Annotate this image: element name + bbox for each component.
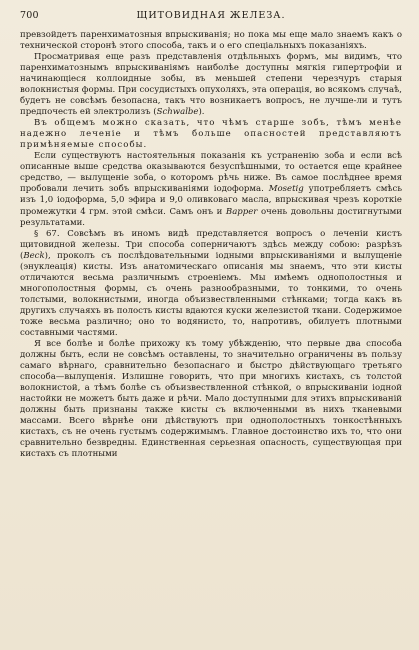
paragraph-enucleation (20, 339, 402, 460)
paragraph-forms-summary (20, 52, 402, 118)
paragraph-text: ), проколъ съ послѣдовательными іодными впрыскиваніями и вылущеніе (энуклеація) кисты. Изъ анатомическаго описанія мы знаемъ, что эти кисты отличаются весьма различнымъ строеніемъ. Мы имѣемъ однополостныя и многополостныя формы, съ очень разнообразными, то тонкими, то очень толстыми, волокнистыми, иногда объизвествленными стѣнками; тогда какъ въ другихъ случаяхъ въ полость кисты вдаются куски железистой ткани. Содержимое тоже весьма различно; оно то водянисто, то, напротивъ, обилуетъ плотными составными частями. (20, 250, 402, 338)
author-name: Mosetig (268, 184, 304, 195)
paragraph-text: употребляетъ смѣсь изъ 1,0 іодоформа, 5,0 эфира и 9,0 оливковаго масла, впрыскивая чрезъ короткіе промежутки 4 грм. этой смѣси. Самъ онъ и (20, 184, 402, 217)
paragraph-text: ). (198, 107, 205, 118)
page-header (20, 10, 402, 30)
running-title: ЩИТОВИДНАЯ ЖЕЛЕЗА. (136, 10, 286, 21)
paragraph-text: Я все болѣе и болѣе прихожу къ тому убѣжденію, что первые два способа должны быть, если не совсѣмъ оставлены, то значительно ограничены въ пользу самаго вѣрнаго, сравнительно безопаснаго и быстро дѣйствующаго третьяго способа—вылущенія. Излишне говорить, что при многихъ кистахъ, съ толстой волокнистой, а тѣмъ болѣе съ объизвествленной стѣнкой, о впрыскиваніи іодной настойки не можетъ быть даже и рѣчи. Мало доступными для этихъ впрыскиваній должны быть признаны также кисты съ включенными въ нихъ тканевыми массами. Всего вѣрнѣе они дѣйствуютъ при однополостныхъ тонкостѣнныхъ кистахъ, съ не очень густымъ содержимымъ. Главное достоинство ихъ то, что они сравнительно безвредны. Единственная серьезная опасность, существующая при кистахъ съ плотными (20, 338, 402, 460)
paragraph-extreme-measure (20, 151, 402, 228)
paragraph-general-conclusion (20, 118, 402, 151)
page-number: 700 (20, 10, 39, 21)
paragraph-text: Если существуютъ настоятельныя показанія къ устраненію зоба и если всѣ описанные выше средства оказываются безуспѣшными, то остается еще крайнее средство, — вылущеніе зоба, о которомъ рѣчь ниже. Въ самое послѣднее время пробовали лечить зобъ впрыскиваніями іодоформа. (20, 151, 402, 195)
author-name: Beck (23, 250, 45, 261)
paragraph-text: § 67. Совсѣмъ въ иномъ видѣ представляется вопросъ о леченіи кистъ щитовидной железы. Три способа соперничаютъ здѣсь между собою: разрѣзъ ( (20, 228, 402, 261)
paragraph-text: превзойдетъ паренхиматозныя впрыскиванія; но пока мы еще мало знаемъ какъ о технической сторонѣ этого способа, такъ и о его спеціальныхъ показаніяхъ. (20, 30, 402, 52)
paragraph-text: Просматривая еще разъ представленія отдѣльныхъ формъ, мы видимъ, что паренхиматознымъ впрыскиваніямъ наиболѣе доступны мягкія гипертрофіи и начинающіеся коллоидные зобы, въ меньшей степени черезчуръ старыя волокнистыя формы. При сосудистыхъ опухоляхъ, эта операція, во всякомъ случаѣ, будетъ не совсѣмъ безопасна, такъ что возникаетъ вопросъ, не лучше-ли и тутъ предпочесть ей электролизъ ( (20, 52, 402, 118)
paragraph-text: очень довольны достигнутыми результатами. (20, 206, 402, 228)
author-name: Bapper (225, 206, 258, 217)
body-text (20, 30, 402, 460)
paragraph-continuation (20, 30, 402, 52)
paragraph-text: Въ общемъ можно сказать, что чѣмъ старше зобъ, тѣмъ менѣе надежно леченіе и тѣмъ больше опасностей представляютъ примѣняемые способы. (20, 118, 402, 151)
author-name: Schwalbe (156, 107, 199, 118)
paragraph-section-67 (20, 229, 402, 339)
